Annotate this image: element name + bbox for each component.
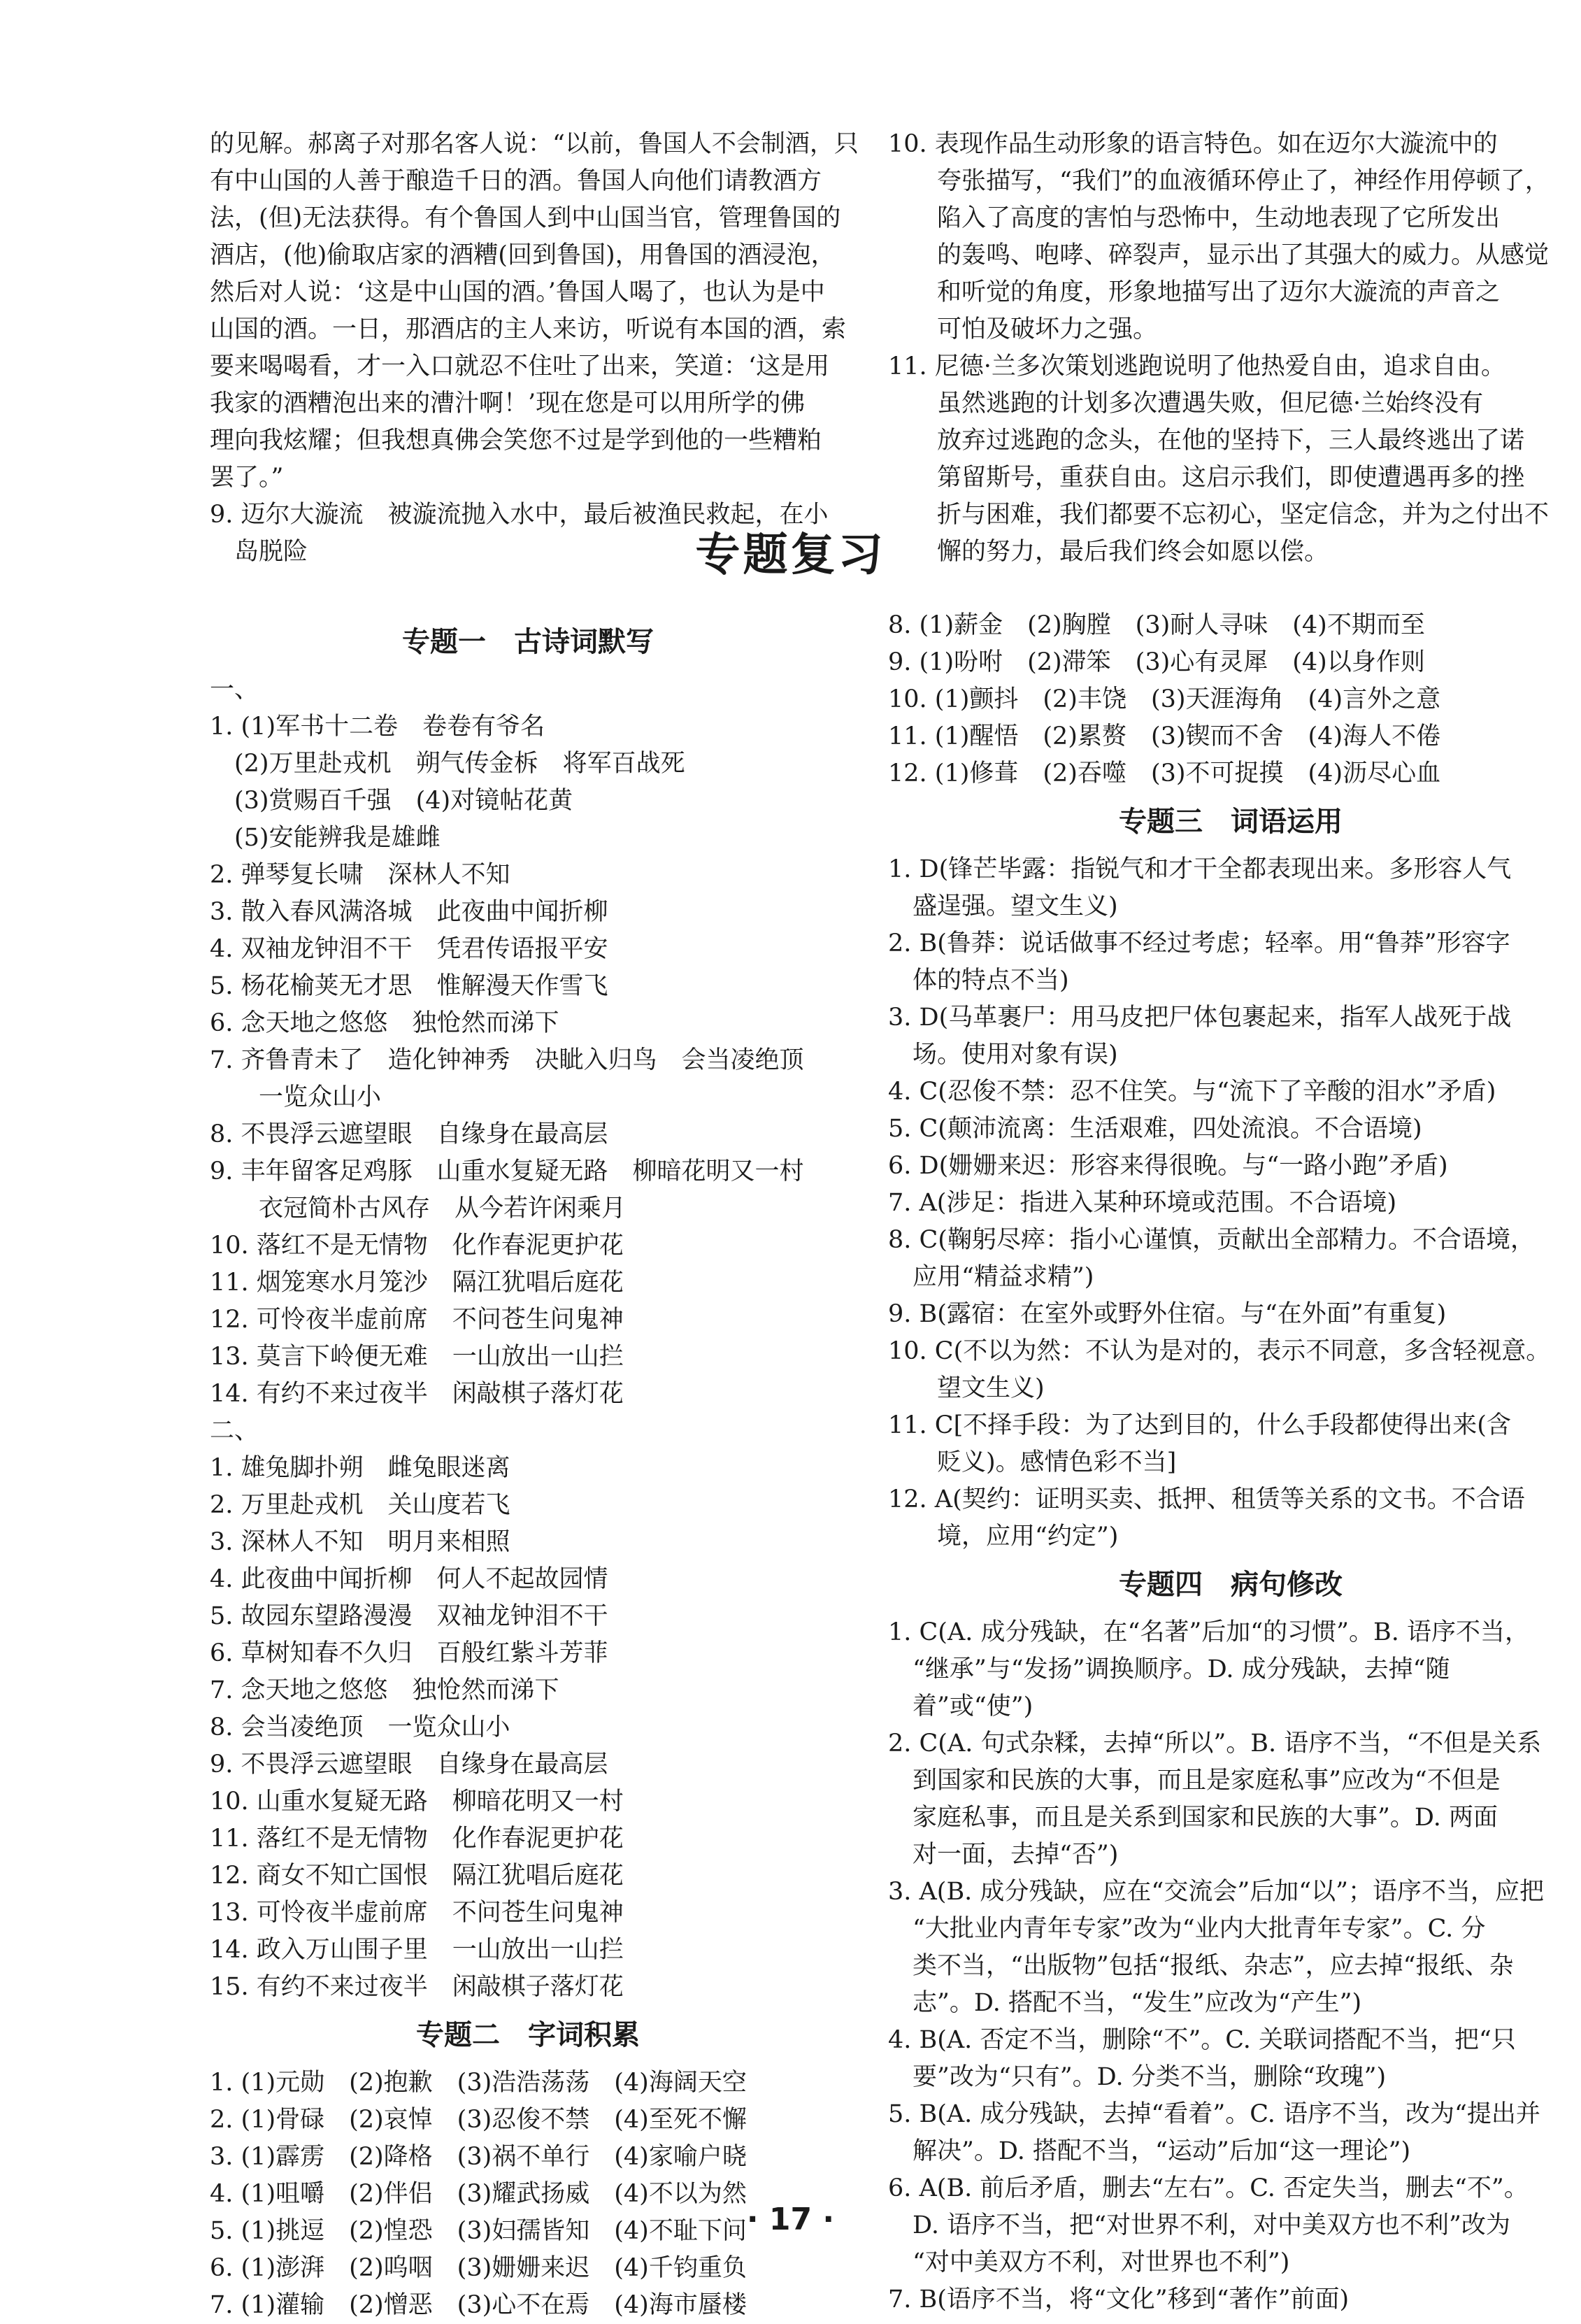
text-line: 场。使用对象有误) bbox=[888, 1041, 1118, 1069]
text-line: 1. 雄兔脚扑朔 雌兔眼迷离 bbox=[210, 1454, 510, 1482]
text-line: 望文生义) bbox=[888, 1374, 1045, 1402]
topic4-title: 专题四 病句修改 bbox=[1119, 1569, 1343, 1601]
text-line: 15. 有约不来过夜半 闲敲棋子落灯花 bbox=[210, 1973, 624, 2001]
text-line: 10. 表现作品生动形象的语言特色。如在迈尔大漩流中的 bbox=[888, 130, 1498, 158]
text-line: 7. A(涉足：指进入某种环境或范围。不合语境) bbox=[888, 1189, 1397, 1217]
text-line: 5. 故园东望路漫漫 双袖龙钟泪不干 bbox=[210, 1602, 608, 1630]
text-line: 的轰鸣、咆哮、碎裂声，显示出了其强大的威力。从感觉 bbox=[888, 241, 1550, 269]
text-line: 8. 会当凌绝顶 一览众山小 bbox=[210, 1713, 510, 1741]
text-line: 14. 政入万山围子里 一山放出一山拦 bbox=[210, 1936, 624, 1964]
text-line: 对一面，去掉“否”) bbox=[888, 1841, 1119, 1869]
text-line: 衣冠简朴古风存 从今若许闲乘月 bbox=[210, 1195, 627, 1222]
text-line: 贬义)。感情色彩不当] bbox=[888, 1448, 1177, 1476]
text-line: 12. 可怜夜半虚前席 不问苍生问鬼神 bbox=[210, 1306, 624, 1334]
text-line: 8. 不畏浮云遮望眼 自缘身在最高层 bbox=[210, 1120, 608, 1148]
text-line: 12. A(契约：证明买卖、抵押、租赁等关系的文书。不合语 bbox=[888, 1485, 1525, 1513]
text-line: 9. (1)吩咐 (2)滞笨 (3)心有灵犀 (4)以身作则 bbox=[888, 648, 1425, 676]
text-line: 到国家和民族的大事，而且是家庭私事”应改为“不但是 bbox=[888, 1767, 1501, 1795]
left-column bbox=[210, 613, 846, 2324]
text-line: 11. 尼德·兰多次策划逃跑说明了他热爱自由，追求自由。 bbox=[888, 352, 1505, 380]
text-line: 8. C(鞠躬尽瘁：指小心谨慎，贡献出全部精力。不合语境， bbox=[888, 1226, 1535, 1254]
text-line: 2. 弹琴复长啸 深林人不知 bbox=[210, 861, 510, 889]
text-line: 要来喝喝看，才一入口就忍不住吐了出来，笑道：‘这是用 bbox=[210, 352, 830, 380]
text-line: 1. (1)军书十二卷 卷卷有爷名 bbox=[210, 713, 545, 741]
text-line: 懈的努力，最后我们终会如愿以偿。 bbox=[888, 538, 1329, 566]
text-line: 要”改为“只有”。D. 分类不当，删除“玫瑰”) bbox=[888, 2063, 1387, 2091]
topic1-title: 专题一 古诗词默写 bbox=[402, 626, 654, 658]
text-line: 4. 双袖龙钟泪不干 凭君传语报平安 bbox=[210, 935, 608, 963]
text-line: 二、 bbox=[210, 1417, 259, 1445]
text-line: 可怕及破坏力之强。 bbox=[888, 315, 1158, 343]
text-line: 3. (1)霹雳 (2)降格 (3)祸不单行 (4)家喻户晓 bbox=[210, 2143, 747, 2171]
page-number: · 17 · bbox=[746, 2202, 835, 2237]
text-line: 6. (1)澎湃 (2)呜咽 (3)姗姗来迟 (4)千钧重负 bbox=[210, 2254, 747, 2282]
text-line: 5. (1)挑逗 (2)惶恐 (3)妇孺皆知 (4)不耻下问 bbox=[210, 2217, 747, 2245]
top-right-text bbox=[888, 126, 1573, 571]
text-line: 10. 落红不是无情物 化作春泥更护花 bbox=[210, 1232, 624, 1260]
text-line: 应用“精益求精”) bbox=[888, 1263, 1094, 1291]
text-line: 2. (1)骨碌 (2)哀悼 (3)忍俊不禁 (4)至死不懈 bbox=[210, 2106, 747, 2134]
text-line: 1. (1)元勋 (2)抱歉 (3)浩浩荡荡 (4)海阔天空 bbox=[210, 2069, 747, 2097]
text-line: 7. 念天地之悠悠 独怆然而涕下 bbox=[210, 1676, 559, 1704]
text-line: 4. C(忍俊不禁：忍不住笑。与“流下了辛酸的泪水”矛盾) bbox=[888, 1078, 1496, 1106]
text-line: 7. B(语序不当，将“文化”移到“著作”前面) bbox=[888, 2286, 1350, 2314]
text-line: 1. D(锋芒毕露：指锐气和才干全都表现出来。多形容人气 bbox=[888, 855, 1512, 883]
text-line: “继承”与“发扬”调换顺序。D. 成分残缺，去掉“随 bbox=[888, 1655, 1450, 1683]
text-line: 岛脱险 bbox=[210, 538, 308, 566]
text-line: 11. 落红不是无情物 化作春泥更护花 bbox=[210, 1825, 624, 1853]
text-line: 盛逞强。望文生义) bbox=[888, 892, 1118, 920]
top-left-text bbox=[210, 126, 859, 571]
text-line: 罢了。” bbox=[210, 464, 284, 492]
text-line: 10. 山重水复疑无路 柳暗花明又一村 bbox=[210, 1788, 624, 1816]
text-line: (2)万里赴戎机 朔气传金柝 将军百战死 bbox=[210, 750, 685, 778]
text-line: 9. 不畏浮云遮望眼 自缘身在最高层 bbox=[210, 1751, 608, 1778]
text-line: 折与困难，我们都要不忘初心，坚定信念，并为之付出不 bbox=[888, 501, 1550, 529]
text-line: 13. 可怜夜半虚前席 不问苍生问鬼神 bbox=[210, 1899, 624, 1927]
text-line: 13. 莫言下岭便无难 一山放出一山拦 bbox=[210, 1343, 624, 1371]
text-line: “大批业内青年专家”改为“业内大批青年专家”。C. 分 bbox=[888, 1915, 1486, 1943]
text-line: 类不当，“出版物”包括“报纸、杂志”，应去掉“报纸、杂 bbox=[888, 1952, 1514, 1980]
text-line: 志”。D. 搭配不当，“发生”应改为“产生”) bbox=[888, 1989, 1362, 2017]
text-line: 4. B(A. 否定不当，删除“不”。C. 关联词搭配不当，把“只 bbox=[888, 2026, 1516, 2054]
text-line: 9. 丰年留客足鸡豚 山重水复疑无路 柳暗花明又一村 bbox=[210, 1157, 804, 1185]
text-line: 10. (1)颤抖 (2)丰饶 (3)天涯海角 (4)言外之意 bbox=[888, 685, 1441, 713]
text-line: 陷入了高度的害怕与恐怖中，生动地表现了它所发出 bbox=[888, 204, 1501, 232]
text-line: 6. A(B. 前后矛盾，删去“左右”。C. 否定失当，删去“不”。 bbox=[888, 2174, 1529, 2202]
text-line: 5. 杨花榆荚无才思 惟解漫天作雪飞 bbox=[210, 972, 608, 1000]
text-line: “对中美双方不利，对世界也不利”) bbox=[888, 2248, 1290, 2276]
text-line: 10. C(不以为然：不认为是对的，表示不同意，多含轻视意。 bbox=[888, 1337, 1551, 1365]
text-line: 第留斯号，重获自由。这启示我们，即使遭遇再多的挫 bbox=[888, 464, 1525, 492]
text-line: 虽然逃跑的计划多次遭遇失败，但尼德·兰始终没有 bbox=[888, 390, 1484, 418]
text-line: 9. 迈尔大漩流 被漩流抛入水中，最后被渔民救起，在小 bbox=[210, 501, 829, 529]
text-line: 9. B(露宿：在室外或野外住宿。与“在外面”有重复) bbox=[888, 1300, 1447, 1328]
main-title: 专题复习 bbox=[695, 529, 886, 581]
text-line: 12. (1)修葺 (2)吞噬 (3)不可捉摸 (4)沥尽心血 bbox=[888, 760, 1441, 787]
text-line: 境，应用“约定”) bbox=[888, 1523, 1119, 1550]
text-line: 6. 草树知春不久归 百般红紫斗芳菲 bbox=[210, 1639, 608, 1667]
text-line: 法，(但)无法获得。有个鲁国人到中山国当官，管理鲁国的 bbox=[210, 204, 841, 232]
topic3-title: 专题三 词语运用 bbox=[1119, 806, 1343, 838]
text-line: 我家的酒糟泡出来的漕汁啊！’现在您是可以用所学的佛 bbox=[210, 390, 806, 418]
text-line: 解决”。D. 搭配不当，“运动”后加“这一理论”) bbox=[888, 2137, 1411, 2165]
text-line: (3)赏赐百千强 (4)对镜帖花黄 bbox=[210, 787, 573, 815]
text-line: 6. D(姗姗来迟：形容来得很晚。与“一路小跑”矛盾) bbox=[888, 1152, 1448, 1180]
text-line: 6. 念天地之悠悠 独怆然而涕下 bbox=[210, 1009, 559, 1037]
text-line: 一览众山小 bbox=[210, 1083, 382, 1111]
text-line: 体的特点不当) bbox=[888, 967, 1069, 995]
text-line: 的见解。郝离子对那名客人说：“以前，鲁国人不会制酒，只 bbox=[210, 130, 859, 158]
text-line: 5. B(A. 成分残缺，去掉“看着”。C. 语序不当，改为“提出并 bbox=[888, 2100, 1540, 2128]
text-line: 2. C(A. 句式杂糅，去掉“所以”。B. 语序不当，“不但是关系 bbox=[888, 1730, 1542, 1758]
topic2-title: 专题二 字词积累 bbox=[416, 2019, 640, 2051]
text-line: 8. (1)薪金 (2)胸膛 (3)耐人寻味 (4)不期而至 bbox=[888, 611, 1425, 639]
text-line: 7. (1)灌输 (2)憎恶 (3)心不在焉 (4)海市蜃楼 bbox=[210, 2291, 747, 2319]
text-line: 夸张描写，“我们”的血液循环停止了，神经作用停顿了， bbox=[888, 167, 1550, 195]
text-line: 有中山国的人善于酿造千日的酒。鲁国人向他们请教酒方 bbox=[210, 167, 822, 195]
text-line: D. 语序不当，把“对世界不利，对中美双方也不利”改为 bbox=[888, 2211, 1510, 2239]
text-line: 3. 散入春风满洛城 此夜曲中闻折柳 bbox=[210, 898, 608, 926]
right-column bbox=[888, 607, 1573, 2318]
text-line: 着”或“使”) bbox=[888, 1692, 1033, 1720]
text-line: 一、 bbox=[210, 676, 259, 704]
text-line: (5)安能辨我是雄雌 bbox=[210, 824, 441, 852]
text-line: 3. A(B. 成分残缺，应在“交流会”后加“以”；语序不当，应把 bbox=[888, 1878, 1544, 1906]
text-line: 山国的酒。一日，那酒店的主人来访，听说有本国的酒，索 bbox=[210, 315, 847, 343]
text-line: 理向我炫耀；但我想真佛会笑您不过是学到他的一些糟粕 bbox=[210, 427, 822, 455]
text-line: 放弃过逃跑的念头，在他的坚持下，三人最终逃出了诺 bbox=[888, 427, 1525, 455]
text-line: 3. 深林人不知 明月来相照 bbox=[210, 1528, 510, 1556]
text-line: 酒店，(他)偷取店家的酒糟(回到鲁国)，用鲁国的酒浸泡， bbox=[210, 241, 836, 269]
text-line: 然后对人说：‘这是中山国的酒。’鲁国人喝了，也认为是中 bbox=[210, 278, 825, 306]
text-line: 和听觉的角度，形象地描写出了迈尔大漩流的声音之 bbox=[888, 278, 1501, 306]
text-line: 11. (1)醒悟 (2)累赘 (3)锲而不舍 (4)海人不倦 bbox=[888, 722, 1441, 750]
text-line: 14. 有约不来过夜半 闲敲棋子落灯花 bbox=[210, 1380, 624, 1408]
text-line: 7. 齐鲁青未了 造化钟神秀 决眦入归鸟 会当凌绝顶 bbox=[210, 1046, 804, 1074]
text-line: 11. C[不择手段：为了达到目的，什么手段都使得出来(含 bbox=[888, 1411, 1511, 1439]
text-line: 家庭私事，而且是关系到国家和民族的大事”。D. 两面 bbox=[888, 1804, 1498, 1832]
text-line: 1. C(A. 成分残缺，在“名著”后加“的习惯”。B. 语序不当， bbox=[888, 1618, 1530, 1646]
text-line: 3. D(马革裹尸：用马皮把尸体包裹起来，指军人战死于战 bbox=[888, 1004, 1512, 1032]
text-line: 4. 此夜曲中闻折柳 何人不起故园情 bbox=[210, 1565, 608, 1593]
text-line: 5. C(颠沛流离：生活艰难，四处流浪。不合语境) bbox=[888, 1115, 1422, 1143]
text-line: 11. 烟笼寒水月笼沙 隔江犹唱后庭花 bbox=[210, 1269, 624, 1297]
text-line: 2. B(鲁莽：说话做事不经过考虑；轻率。用“鲁莽”形容字 bbox=[888, 929, 1510, 957]
text-line: 2. 万里赴戎机 关山度若飞 bbox=[210, 1491, 510, 1519]
text-line: 12. 商女不知亡国恨 隔江犹唱后庭花 bbox=[210, 1862, 624, 1890]
text-line: 4. (1)咀嚼 (2)伴侣 (3)耀武扬威 (4)不以为然 bbox=[210, 2180, 747, 2208]
